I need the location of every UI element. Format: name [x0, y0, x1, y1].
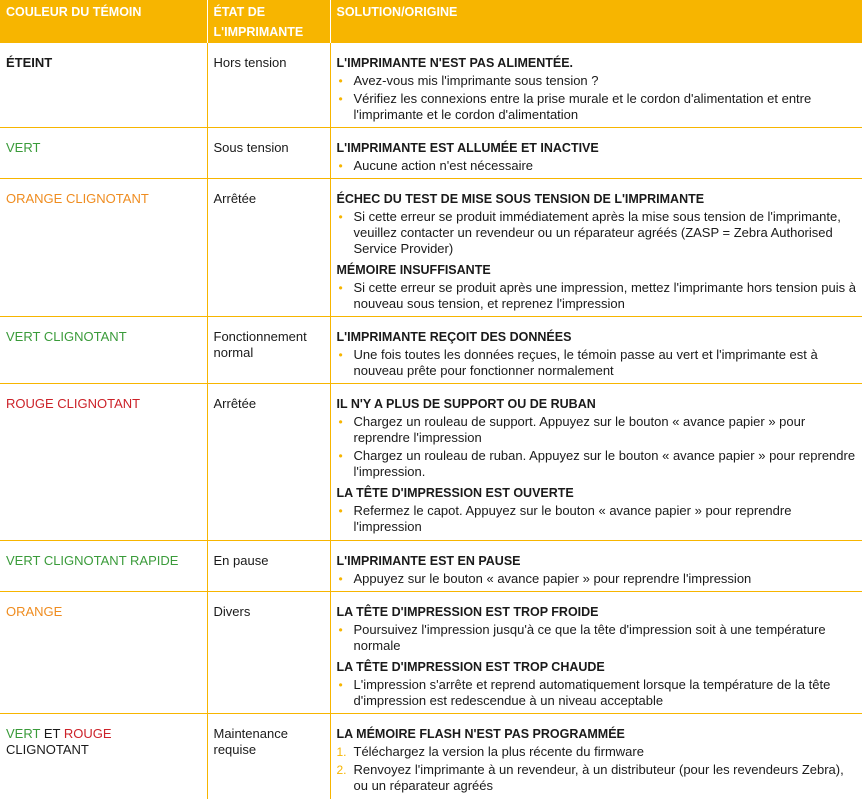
list-item [337, 744, 859, 760]
list-item-text: Téléchargez la version la plus récente du firmware [353, 744, 644, 759]
bullet-icon: • [338, 159, 343, 173]
solution-cell [330, 128, 862, 179]
bullet-list [337, 503, 859, 535]
led-color-label: ÉTEINT [6, 55, 53, 70]
led-color-label: VERT CLIGNOTANT [6, 329, 127, 344]
bullet-icon: • [338, 348, 343, 362]
bullet-icon: • [338, 449, 343, 463]
table-row [0, 317, 862, 384]
list-item-text: Chargez un rouleau de support. Appuyez sur le bouton « avance papier » pour reprendre l'impression [353, 414, 806, 445]
solution-cell [330, 179, 862, 317]
list-item-text: Si cette erreur se produit après une impression, mettez l'imprimante hors tension puis à nouveau sous tension, et reprenez l'impression [353, 280, 856, 311]
led-color-cell [0, 714, 207, 799]
list-item [337, 448, 859, 480]
led-color-label-green: VERT [6, 726, 41, 741]
led-color-label: ORANGE CLIGNOTANT [6, 191, 149, 206]
printer-state-cell: Arrêtée [207, 179, 330, 317]
list-item [337, 347, 859, 379]
bullet-icon: • [338, 92, 343, 106]
table-row [0, 592, 862, 714]
table-row [0, 384, 862, 541]
step-number: 2. [336, 763, 347, 777]
step-list [337, 744, 859, 794]
list-item [337, 91, 859, 123]
printer-state-cell: Divers [207, 592, 330, 714]
section-title: MÉMOIRE INSUFFISANTE [336, 263, 491, 277]
solution-cell [330, 317, 862, 384]
list-item [337, 571, 859, 587]
bullet-icon: • [338, 281, 343, 295]
table-row [0, 541, 862, 592]
bullet-icon: • [338, 74, 343, 88]
section-title: LA MÉMOIRE FLASH N'EST PAS PROGRAMMÉE [336, 727, 625, 741]
table-header-row [0, 0, 862, 43]
led-color-cell [0, 317, 207, 384]
bullet-list [337, 622, 859, 654]
led-color-label: ROUGE CLIGNOTANT [6, 396, 141, 411]
section-title: LA TÊTE D'IMPRESSION EST TROP CHAUDE [336, 660, 605, 674]
bullet-list [337, 209, 859, 257]
bullet-list [337, 414, 859, 480]
printer-state-cell: Hors tension [207, 43, 330, 128]
bullet-list [337, 73, 859, 123]
led-color-label-and: ET [40, 726, 64, 741]
list-item-text: Poursuivez l'impression jusqu'à ce que la tête d'impression soit à une température normale [353, 622, 826, 653]
table-row [0, 179, 862, 317]
list-item [337, 677, 859, 709]
list-item-text: Avez-vous mis l'imprimante sous tension ? [353, 73, 599, 88]
section-title: L'IMPRIMANTE EST EN PAUSE [336, 554, 521, 568]
section-title: ÉCHEC DU TEST DE MISE SOUS TENSION DE L'IMPRIMANTE [336, 192, 705, 206]
list-item [337, 503, 859, 535]
table-row [0, 43, 862, 128]
list-item-text: Si cette erreur se produit immédiatement après la mise sous tension de l'imprimante, veuillez contacter un revendeur ou un réparateur agréés (ZASP = Zebra Authorised Service Provider) [353, 209, 841, 256]
list-item [337, 622, 859, 654]
list-item [337, 414, 859, 446]
bullet-icon: • [338, 504, 343, 518]
header-solution: SOLUTION/ORIGINE [330, 0, 862, 43]
bullet-list [337, 571, 859, 587]
list-item-text: Une fois toutes les données reçues, le témoin passe au vert et l'imprimante est à nouveau prête pour fonctionner normalement [353, 347, 818, 378]
printer-state-cell: En pause [207, 541, 330, 592]
led-color-cell [0, 541, 207, 592]
section-title: LA TÊTE D'IMPRESSION EST TROP FROIDE [336, 605, 599, 619]
section-title: LA TÊTE D'IMPRESSION EST OUVERTE [336, 486, 574, 500]
led-color-label: VERT CLIGNOTANT RAPIDE [6, 553, 179, 568]
bullet-icon: • [338, 623, 343, 637]
bullet-list [337, 347, 859, 379]
header-printer-state-line2: L'IMPRIMANTE [213, 25, 304, 39]
solution-cell [330, 541, 862, 592]
solution-cell [330, 384, 862, 541]
table-row [0, 714, 862, 799]
bullet-list [337, 158, 859, 174]
printer-state-cell: Fonctionnement normal [207, 317, 330, 384]
printer-state-cell: Sous tension [207, 128, 330, 179]
list-item-text: Chargez un rouleau de ruban. Appuyez sur le bouton « avance papier » pour reprendre l'impression. [353, 448, 856, 479]
header-led-color: COULEUR DU TÉMOIN [0, 0, 207, 43]
list-item [337, 280, 859, 312]
bullet-icon: • [338, 210, 343, 224]
list-item-text: Aucune action n'est nécessaire [353, 158, 534, 173]
led-color-cell [0, 592, 207, 714]
section-title: L'IMPRIMANTE EST ALLUMÉE ET INACTIVE [336, 141, 599, 155]
list-item-text: Renvoyez l'imprimante à un revendeur, à un distributeur (pour les revendeurs Zebra), ou un réparateur agréés [353, 762, 844, 793]
led-color-label-red: ROUGE [63, 726, 112, 741]
led-color-label: ORANGE [6, 604, 63, 619]
led-color-cell [0, 179, 207, 317]
header-printer-state-line1: ÉTAT DE [213, 5, 266, 19]
bullet-list [337, 280, 859, 312]
list-item-text: Vérifiez les connexions entre la prise murale et le cordon d'alimentation et entre l'imprimante et le cordon d'alimentation [353, 91, 812, 122]
section-title: L'IMPRIMANTE N'EST PAS ALIMENTÉE. [336, 56, 574, 70]
bullet-list [337, 677, 859, 709]
list-item [337, 209, 859, 257]
list-item [337, 73, 859, 89]
list-item-text: Refermez le capot. Appuyez sur le bouton « avance papier » pour reprendre l'impression [353, 503, 792, 534]
solution-cell [330, 714, 862, 799]
list-item-text: Appuyez sur le bouton « avance papier » pour reprendre l'impression [353, 571, 752, 586]
step-number: 1. [336, 745, 347, 759]
bullet-icon: • [338, 678, 343, 692]
printer-state-cell: Arrêtée [207, 384, 330, 541]
led-color-label-blinking: CLIGNOTANT [6, 742, 89, 757]
list-item-text: L'impression s'arrête et reprend automatiquement lorsque la température de la tête d'impression est redescendue à un niveau acceptable [353, 677, 831, 708]
header-printer-state [207, 0, 330, 43]
led-color-label: VERT [6, 140, 41, 155]
solution-cell [330, 43, 862, 128]
led-color-cell [0, 43, 207, 128]
table-row [0, 128, 862, 179]
bullet-icon: • [338, 415, 343, 429]
printer-state-cell: Maintenance requise [207, 714, 330, 799]
led-color-cell [0, 128, 207, 179]
section-title: L'IMPRIMANTE REÇOIT DES DONNÉES [336, 330, 572, 344]
solution-cell [330, 592, 862, 714]
bullet-icon: • [338, 572, 343, 586]
list-item [337, 762, 859, 794]
section-title: IL N'Y A PLUS DE SUPPORT OU DE RUBAN [336, 397, 596, 411]
led-color-cell [0, 384, 207, 541]
list-item [337, 158, 859, 174]
